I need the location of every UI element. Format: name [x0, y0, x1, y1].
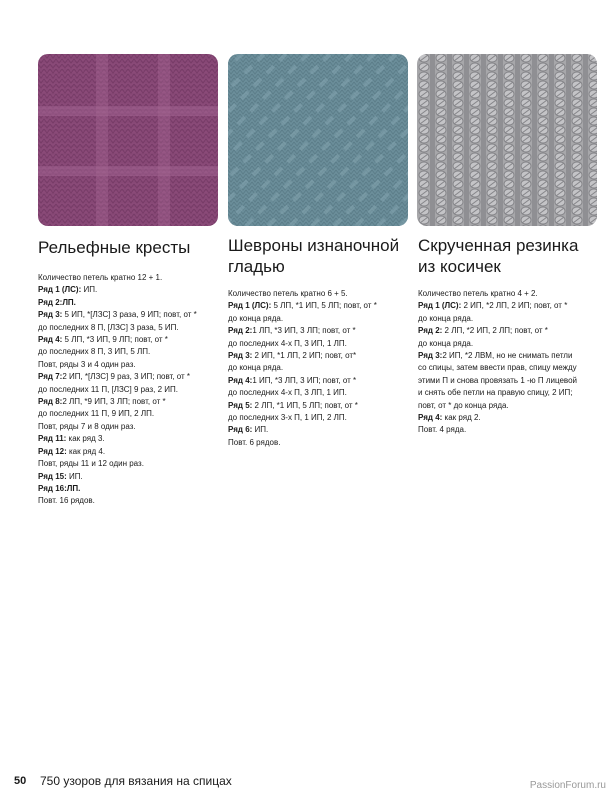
- row-text: как ряд 4.: [66, 446, 106, 456]
- instruction-line: [418, 362, 600, 374]
- swatch-relief-crosses: [38, 54, 218, 226]
- row-text: Количество петель кратно 12 + 1.: [38, 273, 163, 282]
- instruction-line: [38, 458, 220, 470]
- row-label: Ряд 2:: [418, 326, 443, 336]
- instruction-line: [418, 400, 600, 412]
- knit-texture: [228, 54, 408, 226]
- row-label: Ряд 2:: [228, 326, 253, 336]
- row-text: ИП.: [66, 471, 83, 481]
- row-text: до последних 8 П, 3 ИП, 5 ЛП.: [38, 347, 151, 357]
- row-text: 2 ЛП, *1 ИП, 5 ЛП; повт, от *: [252, 400, 358, 410]
- row-label: Ряд 8:: [38, 397, 63, 407]
- row-text: Повт. 4 ряда.: [418, 425, 467, 435]
- row-label: Ряд 12:: [38, 446, 67, 456]
- row-text: 2 ЛП, *9 ИП, 3 ЛП; повт, от *: [62, 397, 166, 407]
- book-title: 750 узоров для вязания на спицах: [40, 774, 232, 788]
- pattern-title-line: Скрученная резинка: [418, 236, 579, 255]
- row-label: Ряд 4:: [228, 375, 253, 385]
- row-label: Ряд 1 (ЛС):: [228, 301, 272, 311]
- row-text: 5 ЛП, *1 ИП, 5 ЛП; повт, от *: [271, 301, 377, 311]
- instruction-line: [38, 396, 220, 408]
- pattern-title-line: из косичек: [418, 257, 501, 276]
- instruction-line: [38, 322, 220, 334]
- instruction-line: [228, 375, 410, 387]
- swatch-twisted-cable-rib: [417, 54, 597, 226]
- row-label: Ряд 1 (ЛС):: [418, 301, 462, 311]
- pattern-title-line: Рельефные кресты: [38, 238, 191, 257]
- row-label: Ряд 16:ЛП.: [38, 483, 81, 493]
- instruction-line: [38, 433, 220, 445]
- instruction-line: [228, 338, 410, 350]
- row-text: как ряд 2.: [442, 413, 481, 423]
- row-text: повт, от * до конца ряда.: [418, 400, 509, 410]
- row-text: 1 ЛП, *3 ИП, 3 ЛП; повт, от *: [252, 326, 356, 336]
- row-text: 2 ЛП, *2 ИП, 2 ЛП; повт, от *: [442, 326, 548, 336]
- instruction-line: [228, 387, 410, 399]
- instruction-line: [38, 272, 220, 284]
- pattern-column-3: [418, 232, 600, 437]
- swatch-purl-chevrons: [228, 54, 408, 226]
- row-text: до конца ряда.: [228, 313, 284, 323]
- row-label: Ряд 3:: [38, 310, 63, 320]
- row-text: Повт, ряды 3 и 4 один раз.: [38, 359, 136, 369]
- instruction-line: [228, 325, 410, 337]
- instruction-line: [38, 421, 220, 433]
- instruction-line: [38, 309, 220, 321]
- instruction-line: [38, 384, 220, 396]
- instruction-line: [228, 300, 410, 312]
- instruction-line: [228, 313, 410, 325]
- row-label: Ряд 11:: [38, 434, 67, 444]
- instruction-line: [228, 424, 410, 436]
- instruction-line: [228, 350, 410, 362]
- row-text: со спицы, затем ввести прав, спицу между: [418, 363, 577, 373]
- row-label: Ряд 3:: [418, 351, 443, 361]
- row-text: Количество петель кратно 6 + 5.: [228, 289, 348, 298]
- row-label: Ряд 6:: [228, 425, 253, 435]
- pattern-title-line: Шевроны изнаночной: [228, 236, 400, 255]
- pattern-title: [228, 235, 410, 277]
- instruction-line: [228, 288, 410, 300]
- row-text: до последних 11 П, [ЛЗС] 9 раз, 2 ИП.: [38, 384, 178, 394]
- row-text: до последних 11 П, 9 ИП, 2 ЛП.: [38, 409, 155, 419]
- row-text: до конца ряда.: [418, 338, 474, 348]
- row-text: 2 ИП, *1 ЛП, 2 ИП; повт, от*: [252, 351, 357, 361]
- row-text: до последних 8 П, [ЛЗС] 3 раза, 5 ИП.: [38, 322, 179, 332]
- row-text: Повт. 16 рядов.: [38, 496, 95, 506]
- knit-texture: [417, 54, 597, 226]
- pattern-title-line: гладью: [228, 257, 285, 276]
- instruction-line: [38, 359, 220, 371]
- instruction-line: [418, 338, 600, 350]
- row-label: Ряд 2:ЛП.: [38, 297, 76, 307]
- instruction-line: [418, 288, 600, 300]
- instruction-line: [38, 446, 220, 458]
- instruction-line: [228, 412, 410, 424]
- pattern-column-2: [228, 232, 410, 449]
- row-text: Повт, ряды 11 и 12 один раз.: [38, 459, 144, 469]
- row-text: как ряд 3.: [66, 434, 105, 444]
- instruction-line: [228, 400, 410, 412]
- instruction-line: [38, 371, 220, 383]
- row-text: до конца ряда.: [418, 313, 474, 323]
- instruction-line: [38, 483, 220, 495]
- pattern-title: [418, 235, 600, 277]
- instruction-line: [418, 387, 600, 399]
- row-text: ИП.: [252, 425, 269, 435]
- row-text: 1 ИП, *3 ЛП, 3 ИП; повт, от *: [252, 375, 357, 385]
- row-text: ИП.: [81, 285, 98, 295]
- row-label: Ряд 4:: [418, 413, 443, 423]
- instruction-line: [418, 325, 600, 337]
- pattern-title: [38, 237, 220, 258]
- instruction-line: [38, 284, 220, 296]
- row-text: до последних 3-х П, 1 ИП, 2 ЛП.: [228, 413, 347, 423]
- row-text: 5 ЛП, *3 ИП, 9 ЛП; повт, от *: [62, 335, 168, 345]
- row-label: Ряд 4:: [38, 335, 63, 345]
- instruction-line: [418, 424, 600, 436]
- row-text: до последних 4-х П, 3 ИП, 1 ЛП.: [228, 338, 347, 348]
- instruction-line: [418, 375, 600, 387]
- row-text: до последних 4-х П, 3 ЛП, 1 ИП.: [228, 388, 347, 398]
- instruction-line: [228, 437, 410, 449]
- row-label: Ряд 15:: [38, 471, 67, 481]
- page-number: 50: [14, 775, 27, 787]
- instruction-line: [38, 297, 220, 309]
- watermark: PassionForum.ru: [529, 780, 606, 791]
- row-text: Повт. 6 рядов.: [228, 437, 281, 447]
- pattern-column-1: [38, 232, 220, 508]
- row-label: Ряд 7:: [38, 372, 63, 382]
- row-label: Ряд 5:: [228, 400, 253, 410]
- instruction-line: [38, 346, 220, 358]
- row-text: этими П и снова провязать 1 -ю П лицевой: [418, 375, 577, 385]
- row-text: 5 ИП, *[ЛЗС] 3 раза, 9 ИП; повт, от *: [62, 310, 197, 320]
- instruction-line: [418, 313, 600, 325]
- knit-texture: [38, 54, 218, 226]
- row-text: 2 ИП, *[ЛЗС] 9 раз, 3 ИП; повт, от *: [62, 372, 191, 382]
- instruction-line: [38, 334, 220, 346]
- row-text: 2 ИП, *2 ЛВМ, но не снимать петли: [442, 351, 573, 361]
- instruction-line: [228, 362, 410, 374]
- row-text: Повт, ряды 7 и 8 один раз.: [38, 421, 136, 431]
- instruction-line: [418, 412, 600, 424]
- instruction-line: [38, 495, 220, 507]
- row-text: и снять обе петли на правую спицу, 2 ИП;: [418, 388, 573, 398]
- row-text: до конца ряда.: [228, 363, 284, 373]
- row-text: 2 ИП, *2 ЛП, 2 ИП; повт, от *: [461, 301, 568, 311]
- instruction-line: [38, 471, 220, 483]
- row-label: Ряд 3:: [228, 351, 253, 361]
- instruction-line: [418, 350, 600, 362]
- instruction-line: [418, 300, 600, 312]
- row-label: Ряд 1 (ЛС):: [38, 285, 82, 295]
- instruction-line: [38, 408, 220, 420]
- row-text: Количество петель кратно 4 + 2.: [418, 289, 538, 298]
